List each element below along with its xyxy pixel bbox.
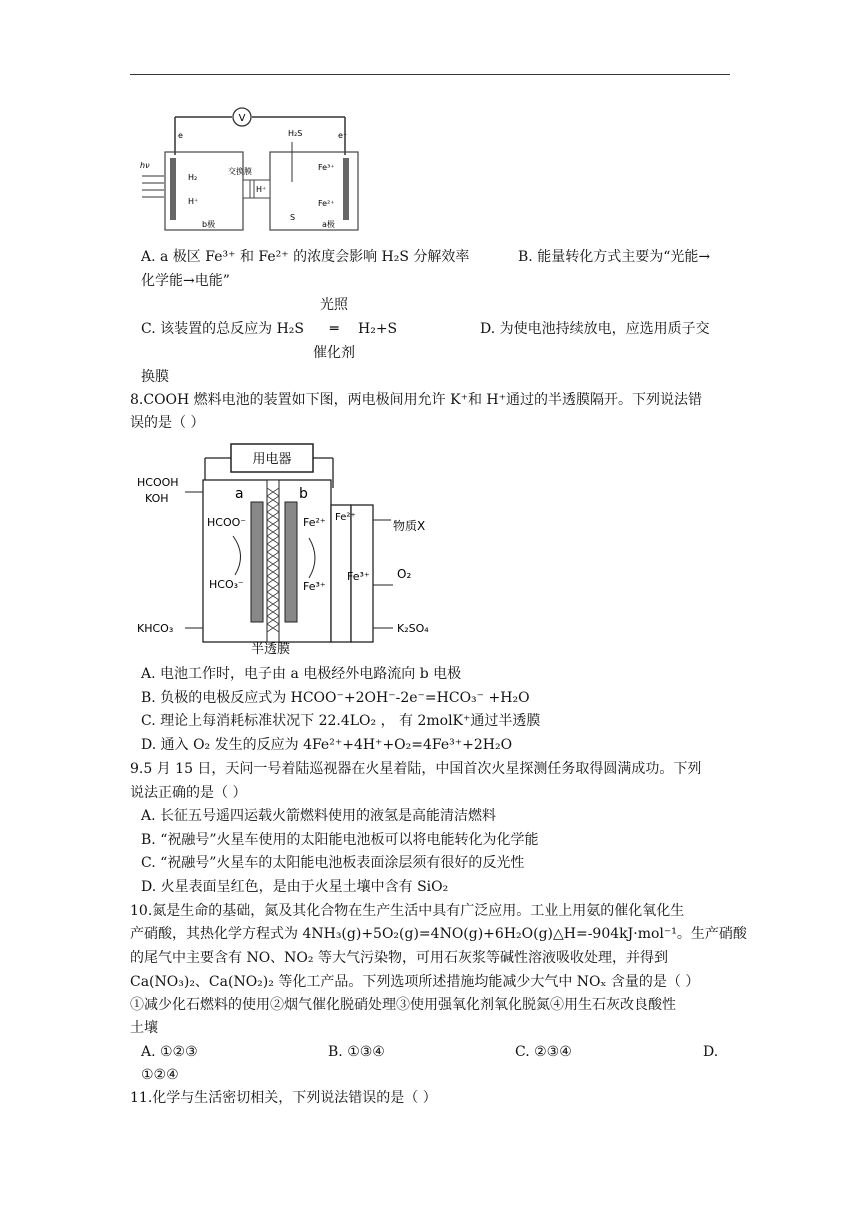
q7-option-b: B. 能量转化方式主要为“光能→ [518,249,711,265]
q9-option-d: D. 火星表面呈红色，是由于火星土壤中含有 SiO₂ [141,879,449,895]
q7-electrolysis-diagram [140,100,365,240]
q10-option-a: A. ①②③ [141,1044,198,1060]
b-pole-label: b极 [202,220,216,229]
electrode-b-label: b [299,486,308,502]
q8-option-b: B. 负极的电极反应式为 HCOO⁻+2OH⁻-2e⁻=HCO₃⁻ +H₂O [141,690,530,706]
q7-option-d-cont: 换膜 [141,369,169,385]
q10-stem-line4: Ca(NO₃)₂、Ca(NO₂)₂ 等化工产品。下列选项所述措施均能减少大气中 NOₓ 含量的是（ ） [130,974,700,990]
q8-option-c: C. 理论上每消耗标准状况下 22.4LO₂ ， 有 2molK⁺通过半透膜 [141,713,541,729]
q9-stem-cont: 说法正确的是（ ） [130,785,247,801]
fe3-right-label: Fe³⁺ [347,570,370,583]
q10-option-d: D. [703,1044,719,1060]
fe2-label: Fe²⁺ [318,199,335,208]
q9-option-b: B. “祝融号”火星车使用的太阳能电池板可以将电能转化为化学能 [141,832,539,848]
q10-stem-line2: 产硝酸，其热化学方程式为 4NH₃(g)+5O₂(g)=4NO(g)+6H₂O(g)△H=-904kJ·mol⁻¹。生产硝酸 [130,926,747,942]
q7-option-c: C. 该装置的总反应为 H₂S [141,321,304,337]
q7-option-a: A. a 极区 Fe³⁺ 和 Fe²⁺ 的浓度会影响 H₂S 分解效率 [141,249,470,265]
q9-option-c: C. “祝融号”火星车的太阳能电池板表面涂层须有很好的反光性 [141,855,525,871]
k2so4-outlet-label: K₂SO₄ [397,622,429,635]
q7-option-c-condition-top: 光照 [320,297,348,313]
q9-stem: 9.5 月 15 日，天问一号着陆巡视器在火星着陆，中国首次火星探测任务取得圆满成功。下列 [130,761,702,777]
o2-label: O₂ [397,567,412,581]
fe3-b-label: Fe³⁺ [303,580,326,593]
fe2-b-label: Fe²⁺ [303,516,326,529]
q10-option-d-cont: ①②④ [141,1067,179,1083]
hco3-label: HCO₃⁻ [209,578,244,591]
hplus-left-label: H⁺ [188,197,199,206]
q10-option-c: C. ②③④ [515,1044,572,1060]
fe2-right-label: Fe²⁺ [335,512,356,523]
hcooh-inlet-label: HCOOH [137,476,179,489]
hplus-mid-label: H⁺ [256,185,267,194]
q9-option-a: A. 长征五号遥四运载火箭燃料使用的液氢是高能清洁燃料 [141,808,497,824]
electron-right-label: e⁻ [338,131,348,140]
q7-option-c-products: H₂+S [358,321,398,337]
substance-x-label: 物质X [393,519,426,533]
membrane-label: 交换膜 [228,167,252,176]
fe3-label: Fe³⁺ [318,163,335,172]
q10-option-b: B. ①③④ [328,1044,385,1060]
q8-fuel-cell-diagram [135,440,455,655]
q8-stem: 8.COOH 燃料电池的装置如下图，两电极间用允许 K⁺和 H⁺通过的半透膜隔开。下列说法错 [130,392,703,408]
koh-inlet-label: KOH [145,492,169,505]
header-rule [130,74,730,75]
khco3-outlet-label: KHCO₃ [137,622,174,635]
q10-stem-line5: ①减少化石燃料的使用②烟气催化脱硝处理③使用强氧化剂氧化脱氮④用生石灰改良酸性 [130,997,676,1013]
s-label: S [290,213,296,222]
light-label: hν [140,161,150,170]
q7-option-c-condition-bottom: 催化剂 [313,345,355,361]
q11-stem: 11.化学与生活密切相关，下列说法错误的是（ ） [130,1090,437,1106]
h2-label: H₂ [188,173,198,182]
electron-left-label: e [178,131,183,140]
h2s-label: H₂S [288,129,303,138]
q8-option-a: A. 电池工作时，电子由 a 电极经外电路流向 b 电极 [141,666,462,682]
a-pole-label: a极 [322,220,335,229]
q8-stem-cont: 误的是（ ） [130,415,205,431]
hcoo-label: HCOO⁻ [207,516,247,529]
electrode-a-label: a [235,486,244,502]
q7-option-d: D. 为使电池持续放电，应选用质子交 [480,321,710,337]
q7-option-b-cont: 化学能→电能” [141,273,230,289]
q10-stem-line3: 的尾气中主要含有 NO、NO₂ 等大气污染物，可用石灰浆等碱性溶液吸收处理，并得到 [130,950,668,966]
voltmeter-label: V [238,113,246,124]
q8-option-d: D. 通入 O₂ 发生的反应为 4Fe²⁺+4H⁺+O₂=4Fe³⁺+2H₂O [141,737,513,753]
membrane-label: 半透膜 [251,642,291,655]
q10-stem-line1: 10.氮是生命的基础，氮及其化合物在生产生活中具有广泛应用。工业上用氨的催化氧化生 [130,903,685,919]
q7-option-c-arrow: ═ [330,321,339,337]
q10-stem-line6: 土壤 [130,1020,158,1036]
device-label: 用电器 [252,452,292,467]
